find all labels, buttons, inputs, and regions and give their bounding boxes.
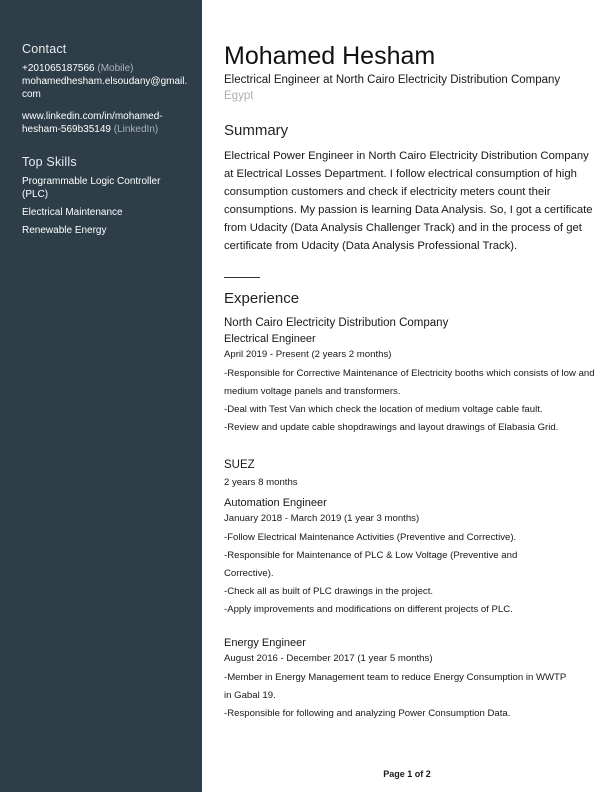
sidebar (0, 0, 202, 792)
main-content (224, 40, 596, 723)
job-bullet: -Check all as built of PLC drawings in the project. (224, 586, 434, 597)
company: North Cairo Electricity Distribution Company (224, 317, 449, 329)
job-title: Energy Engineer (224, 637, 306, 649)
page-number: Page 1 of 2 (383, 769, 431, 779)
location: Egypt (224, 90, 254, 102)
summary-text: Electrical Power Engineer in North Cairo Electricity Distribution Company at Electrical Losses Department. I follow electrical consumption of high consumption customers and check if electricity meters count their consumptions. My passion is learning Data Analysis. So, I got a certificate from Udacity (Data Analysis Challenger Track) and in the process of get certificate from Udacity (Data Analysis Professional Track). (224, 150, 593, 252)
email-link[interactable]: mohamedhesham.elsoudany@gmail.com (22, 76, 188, 100)
linkedin: www.linkedin.com/in/mohamed-hesham-569b35149 (LinkedIn) (22, 111, 163, 135)
job-dates: January 2018 - March 2019 (1 year 3 months) (224, 513, 420, 524)
job-bullet: -Member in Energy Management team to reduce Energy Consumption in WWTP in Gabal 19. (224, 672, 567, 701)
summary-heading: Summary (224, 122, 289, 139)
contact-heading: Contact (22, 42, 67, 56)
skills-heading: Top Skills (22, 155, 77, 169)
job-entry (224, 315, 596, 437)
job-entry (224, 635, 596, 723)
skill-item: Programmable Logic Controller (PLC) (22, 176, 161, 200)
job-bullet: -Responsible for following and analyzing Power Consumption Data. (224, 708, 511, 719)
job-bullet: -Responsible for Corrective Maintenance of Electricity booths which consists of low and medium voltage panels and transformers. (224, 368, 595, 397)
job-entry (224, 495, 596, 619)
job-title: Electrical Engineer (224, 333, 316, 345)
job-dates: April 2019 - Present (2 years 2 months) (224, 349, 392, 360)
name: Mohamed Hesham (224, 42, 436, 70)
job-bullet: -Follow Electrical Maintenance Activities (Preventive and Corrective). (224, 532, 517, 543)
phone: +201065187566 (Mobile) (22, 63, 134, 74)
divider (224, 277, 260, 278)
experience-heading: Experience (224, 290, 300, 307)
headline: Electrical Engineer at North Cairo Electricity Distribution Company (224, 74, 561, 86)
linkedin-link[interactable]: www.linkedin.com/in/mohamed-hesham-569b35149 (22, 111, 163, 135)
company-group (224, 457, 596, 723)
job-bullet: -Review and update cable shopdrawings and layout drawings of Elabasia Grid. (224, 422, 559, 433)
job-dates: August 2016 - December 2017 (1 year 5 months) (224, 653, 433, 664)
job-bullet: -Apply improvements and modifications on different projects of PLC. (224, 604, 513, 615)
job-bullet: -Responsible for Maintenance of PLC & Low Voltage (Preventive and Corrective). (224, 550, 518, 579)
skill-item: Electrical Maintenance (22, 207, 123, 218)
company: SUEZ (224, 459, 255, 471)
company-duration: 2 years 8 months (224, 477, 298, 488)
job-title: Automation Engineer (224, 497, 327, 509)
job-bullet: -Deal with Test Van which check the location of medium voltage cable fault. (224, 404, 543, 415)
skill-item: Renewable Energy (22, 225, 107, 236)
